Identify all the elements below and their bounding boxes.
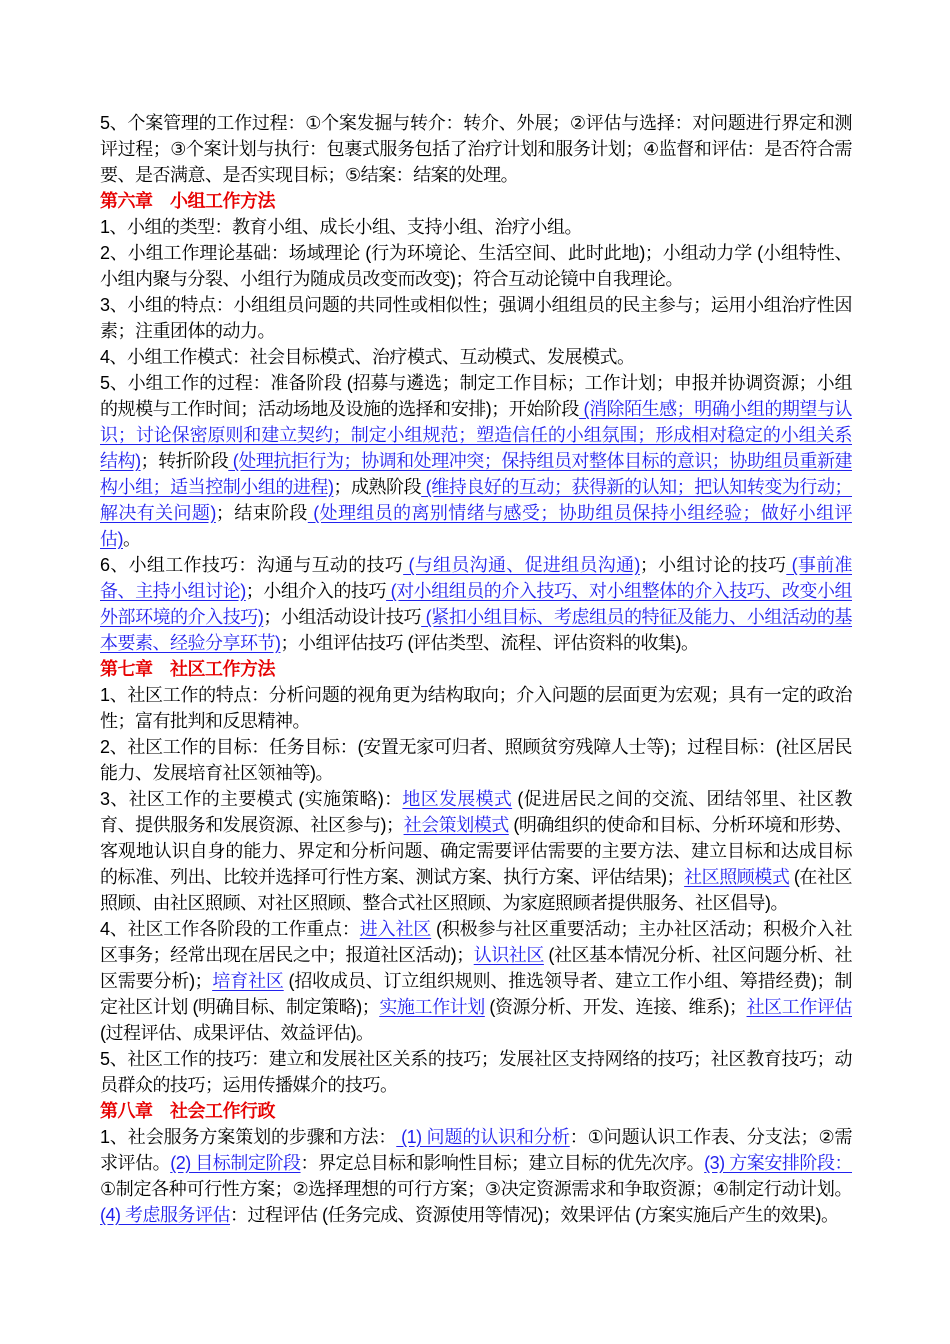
text-run: 6、小组工作技巧：沟通与互动的技巧 — [100, 555, 404, 575]
text-run: 1、小组的类型：教育小组、成长小组、支持小组、治疗小组。 — [100, 217, 583, 237]
text-run: ：界定总目标和影响性目标；建立目标的优先次序。 — [300, 1153, 705, 1173]
text-run: 3、小组的特点：小组组员问题的共同性或相似性；强调小组组员的民主参与；运用小组治疗性因素；注重团体的动力。 — [100, 295, 852, 341]
paragraph — [100, 344, 852, 370]
text-run: (在社区照顾、由社区照顾、对社区照顾、整合式社区照顾、为家庭照顾者提供服务、社区倡导)。 — [100, 867, 852, 913]
paragraph — [100, 1046, 852, 1098]
chapter-heading — [100, 188, 852, 214]
link-style-text: (1) 问题的认识和分析 — [396, 1127, 570, 1147]
link-style-text: (4) 考虑服务评估 — [100, 1205, 230, 1225]
paragraph — [100, 292, 852, 344]
paragraph — [100, 552, 852, 656]
text-run: ；转折阶段 — [140, 451, 229, 471]
link-style-text: 培育社区 — [212, 971, 284, 991]
link-style-text: (处理组员的离别情绪与感受；协助组员保持小组经验；做好小组评估) — [100, 503, 852, 549]
text-run: ①制定各种可行性方案；②选择理想的可行方案；③决定资源需求和争取资源；④制定行动计划。 — [100, 1179, 852, 1199]
text-run: (社区基本情况分析、社区问题分析、社区需要分析)； — [100, 945, 853, 991]
text-run: 3、社区工作的主要模式 (实施策略)： — [100, 789, 403, 809]
link-style-text: 地区发展模式 — [402, 789, 513, 809]
paragraph — [100, 682, 852, 734]
paragraph — [100, 370, 852, 552]
link-style-text: (2) 目标制定阶段 — [170, 1153, 301, 1173]
link-style-text: 社区工作评估 — [746, 997, 852, 1017]
text-run: 4、小组工作模式：社会目标模式、治疗模式、互动模式、发展模式。 — [100, 347, 635, 367]
text-run: ；成熟阶段 — [333, 477, 422, 497]
paragraph — [100, 786, 852, 916]
text-run: 1、社区工作的特点：分析问题的视角更为结构取向；介入问题的层面更为宏观；具有一定的政治性；富有批判和反思精神。 — [100, 685, 852, 731]
text-run: 2、社区工作的目标：任务目标：(安置无家可归者、照顾贫穷残障人士等)；过程目标：(社区居民能力、发展培育社区领袖等)。 — [100, 737, 852, 783]
chapter-heading — [100, 656, 852, 682]
text-run: ：过程评估 (任务完成、资源使用等情况)；效果评估 (方案实施后产生的效果)。 — [230, 1205, 839, 1225]
paragraph — [100, 734, 852, 786]
link-style-text: (处理抗拒行为；协调和处理冲突；保持组员对整体目标的意识；协助组员重新建构小组；适当控制小组的进程) — [100, 451, 853, 497]
text-run: (促进居民之间的交流、团结邻里、社区教育、提供服务和发展资源、社区参与)； — [100, 789, 853, 835]
text-run: ；小组活动设计技巧 — [263, 607, 422, 627]
link-style-text: (3) 方案安排阶段： — [704, 1153, 853, 1173]
link-style-text: 社会策划模式 — [403, 815, 509, 835]
link-style-text: 社区照顾模式 — [684, 867, 790, 887]
link-style-text: 认识社区 — [473, 945, 544, 965]
link-style-text: (对小组组员的介入技巧、对小组整体的介入技巧、改变小组外部环境的介入技巧) — [100, 581, 852, 627]
paragraph — [100, 110, 852, 188]
text-run: 2、小组工作理论基础：场域理论 (行为环境论、生活空间、此时此地)；小组动力学 (小组特性、小组内聚与分裂、小组行为随成员改变而改变)；符合互动论镜中自我理论。 — [100, 243, 852, 289]
text-run: (资源分析、开发、连接、维系)； — [484, 997, 747, 1017]
text-run: 1、社会服务方案策划的步骤和方法： — [100, 1127, 397, 1147]
text-run: ；结束阶段 — [215, 503, 308, 523]
text-run: 5、社区工作的技巧：建立和发展社区关系的技巧；发展社区支持网络的技巧；社区教育技巧；动员群众的技巧；运用传播媒介的技巧。 — [100, 1049, 852, 1095]
text-run: (过程评估、成果评估、效益评估)。 — [100, 1023, 374, 1043]
link-style-text: (事前准备、主持小组讨论) — [100, 555, 852, 601]
link-style-text: (维持良好的互动；获得新的认知；把认知转变为行动；解决有关问题) — [100, 477, 853, 523]
text-run: ；小组讨论的技巧 — [639, 555, 787, 575]
heading-text: 第八章 社会工作行政 — [100, 1101, 275, 1121]
text-run: ；小组评估技巧 (评估类型、流程、评估资料的收集)。 — [280, 633, 699, 653]
paragraph — [100, 916, 852, 1046]
link-style-text: (与组员沟通、促进组员沟通) — [403, 555, 640, 575]
text-run: 4、社区工作各阶段的工作重点： — [100, 919, 360, 939]
text-run: (积极参与社区重要活动；主办社区活动；积极介入社区事务；经常出现在居民之中；报道社区活动)； — [100, 919, 853, 965]
link-style-text: 进入社区 — [359, 919, 432, 939]
paragraph — [100, 1124, 852, 1228]
link-style-text: (消除陌生感；明确小组的期望与认识；讨论保密原则和建立契约；制定小组规范；塑造信任的小组氛围；形成相对稳定的小组关系结构) — [100, 399, 852, 471]
link-style-text: (紧扣小组目标、考虑组员的特征及能力、小组活动的基本要素、经验分享环节) — [100, 607, 853, 653]
text-run: 。 — [123, 529, 141, 549]
text-run: ；小组介入的技巧 — [245, 581, 387, 601]
chapter-heading — [100, 1098, 852, 1124]
text-run: (招收成员、订立组织规则、推选领导者、建立工作小组、筹措经费)；制定社区计划 (明确目标、制定策略)； — [100, 971, 852, 1017]
text-run: ：①问题认识工作表、分支法；②需求评估。 — [100, 1127, 852, 1173]
link-style-text: 实施工作计划 — [379, 997, 485, 1017]
heading-text: 第六章 小组工作方法 — [100, 191, 275, 211]
heading-text: 第七章 社区工作方法 — [100, 659, 275, 679]
text-run: 5、小组工作的过程：准备阶段 (招募与遴选；制定工作目标；工作计划；申报并协调资源；小组的规模与工作时间；活动场地及设施的选择和安排)；开始阶段 — [100, 373, 852, 419]
text-run: (明确组织的使命和目标、分析环境和形势、客观地认识自身的能力、界定和分析问题、确定需要评估需要的主要方法、建立目标和达成目标的标准、列出、比较并选择可行性方案、测试方案、执行方案、评估结果)； — [100, 815, 853, 887]
document-content — [100, 110, 852, 1228]
paragraph — [100, 214, 852, 240]
paragraph — [100, 240, 852, 292]
text-run: 5、个案管理的工作过程：①个案发掘与转介：转介、外展；②评估与选择：对问题进行界定和测评过程；③个案计划与执行：包裹式服务包括了治疗计划和服务计划；④监督和评估：是否符合需要、是否满意、是否实现目标；⑤结案：结案的处理。 — [100, 113, 852, 185]
